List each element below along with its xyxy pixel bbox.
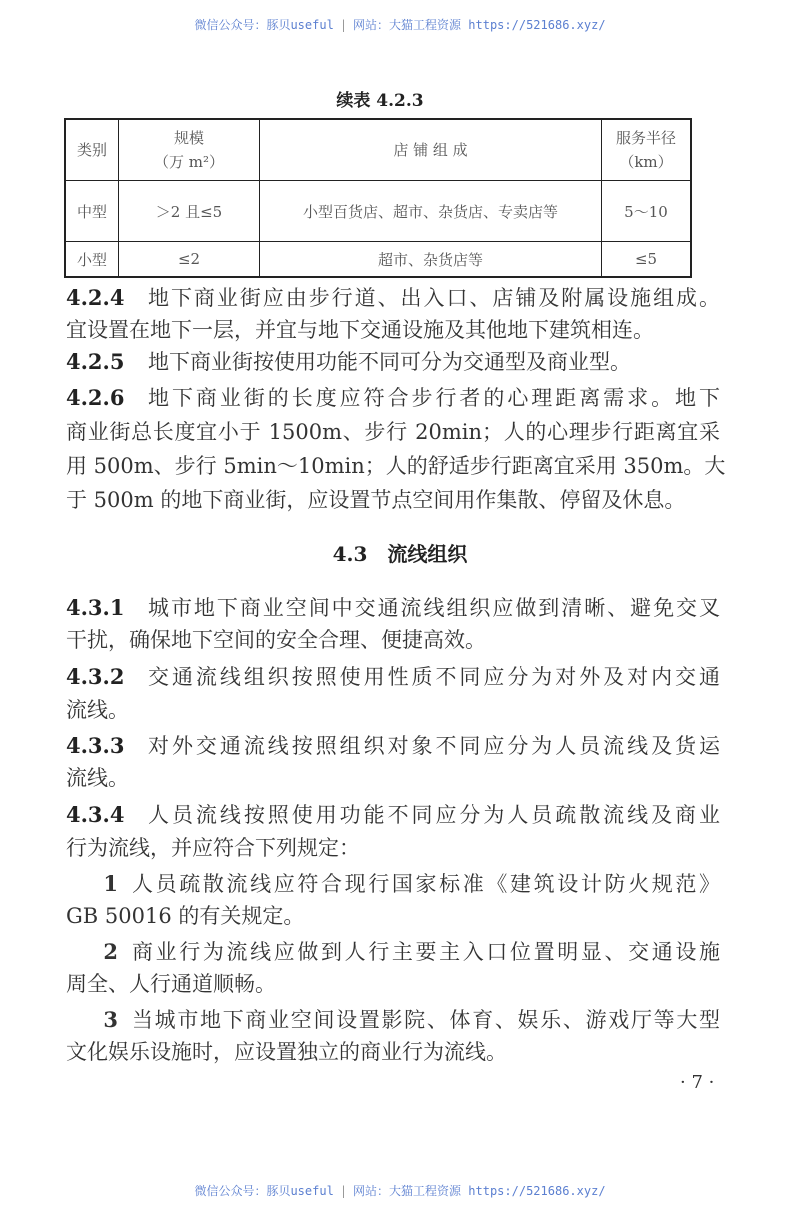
clause-text: 交通流线组织按照使用性质不同应分为对外及对内交通 [148, 665, 720, 689]
cell-radius: 5～10 [602, 181, 692, 242]
cell-scale: ＞2 且≤5 [119, 181, 260, 242]
header-scale-label: 规模 [173, 129, 204, 147]
item-number: 3 [103, 1007, 118, 1032]
list-item-3 [66, 1006, 720, 1034]
clause-line [66, 418, 720, 446]
table-header-row [65, 119, 691, 181]
clause-text: 用 500m、步行 5min～10min；人的舒适步行距离宜采用 350m。大 [66, 454, 726, 478]
clause-text: 于 500m 的地下商业街，应设置节点空间用作集散、停留及休息。 [66, 488, 686, 512]
section-number: 4.3 [332, 542, 368, 566]
clause-4-3-2 [66, 663, 720, 691]
item-text: 文化娱乐设施时，应设置独立的商业行为流线。 [66, 1040, 507, 1064]
cell-radius: ≤5 [602, 242, 692, 278]
clause-number: 4.3.2 [66, 664, 125, 689]
item-text: 当城市地下商业空间设置影院、体育、娱乐、游戏厅等大型 [132, 1008, 720, 1032]
clause-text: 地下商业街应由步行道、出入口、店铺及附属设施组成。 [148, 286, 720, 310]
cell-stores: 超市、杂货店等 [260, 242, 602, 278]
item-text: 商业行为流线应做到人行主要主入口位置明显、交通设施 [132, 940, 720, 964]
clause-line [66, 486, 720, 514]
item-text: 周全、人行通道顺畅。 [66, 972, 276, 996]
clause-text: 宜设置在地下一层，并宜与地下交通设施及其他地下建筑相连。 [66, 318, 654, 342]
watermark-wechat: 微信公众号：豚贝useful [194, 18, 334, 32]
clause-text: 对外交通流线按照组织对象不同应分为人员流线及货运 [148, 734, 720, 758]
clause-4-2-4 [66, 284, 720, 312]
clause-4-2-5 [66, 348, 720, 376]
header-radius-unit: （km） [619, 153, 673, 171]
clause-line [66, 316, 720, 344]
item-line [66, 970, 720, 998]
header-radius-label: 服务半径 [615, 129, 676, 147]
clause-text: 商业街总长度宜小于 1500m、步行 20min；人的心理步行距离宜采 [66, 420, 720, 444]
clause-line [66, 626, 720, 654]
clause-text: 地下商业街按使用功能不同可分为交通型及商业型。 [148, 350, 631, 374]
item-line [66, 902, 720, 930]
clause-number: 4.2.5 [66, 349, 125, 374]
watermark-separator: | [339, 18, 348, 32]
clause-line [66, 764, 720, 792]
list-item-2 [66, 938, 720, 966]
clause-text: 干扰，确保地下空间的安全合理、便捷高效。 [66, 628, 486, 652]
header-radius [602, 119, 692, 181]
clause-4-2-6 [66, 384, 720, 412]
clause-text: 城市地下商业空间中交通流线组织应做到清晰、避免交叉 [148, 596, 720, 620]
clause-text: 行为流线，并应符合下列规定： [66, 836, 360, 860]
cell-category: 中型 [65, 181, 119, 242]
clause-line [66, 834, 720, 862]
clause-line [66, 452, 726, 480]
clause-4-3-1 [66, 594, 720, 622]
watermark-site[interactable]: 网站：大猫工程资源 https://521686.xyz/ [353, 18, 606, 32]
watermark-separator: | [339, 1184, 348, 1198]
watermark-wechat: 微信公众号：豚贝useful [194, 1184, 334, 1198]
footer-watermark [0, 1182, 800, 1199]
cell-scale: ≤2 [119, 242, 260, 278]
store-scale-table [64, 118, 692, 278]
item-line [66, 1038, 720, 1066]
table-row [65, 181, 691, 242]
clause-number: 4.3.4 [66, 802, 125, 827]
table-row [65, 242, 691, 278]
header-stores: 店 铺 组 成 [260, 119, 602, 181]
clause-number: 4.2.6 [66, 385, 125, 410]
page-number: · 7 · [680, 1072, 715, 1093]
clause-number: 4.3.1 [66, 595, 125, 620]
header-category: 类别 [65, 119, 119, 181]
clause-number: 4.2.4 [66, 285, 125, 310]
clause-text: 流线。 [66, 698, 129, 722]
clause-4-3-3 [66, 732, 720, 760]
item-number: 1 [103, 871, 118, 896]
header-scale [119, 119, 260, 181]
item-text: 人员疏散流线应符合现行国家标准《建筑设计防火规范》 [132, 872, 720, 896]
item-number: 2 [103, 939, 118, 964]
clause-line [66, 696, 720, 724]
header-watermark [0, 16, 800, 33]
clause-text: 地下商业街的长度应符合步行者的心理距离需求。地下 [148, 386, 720, 410]
clause-text: 流线。 [66, 766, 129, 790]
item-text: GB 50016 的有关规定。 [66, 904, 305, 928]
cell-category: 小型 [65, 242, 119, 278]
table-caption: 续表 4.2.3 [336, 91, 424, 111]
cell-stores: 小型百货店、超市、杂货店、专卖店等 [260, 181, 602, 242]
watermark-site[interactable]: 网站：大猫工程资源 https://521686.xyz/ [353, 1184, 606, 1198]
clause-number: 4.3.3 [66, 733, 125, 758]
section-title: 流线组织 [387, 542, 468, 566]
list-item-1 [66, 870, 720, 898]
section-heading [0, 538, 800, 567]
header-scale-unit: （万 m²） [153, 153, 224, 171]
clause-4-3-4 [66, 801, 720, 829]
clause-text: 人员流线按照使用功能不同应分为人员疏散流线及商业 [148, 803, 720, 827]
